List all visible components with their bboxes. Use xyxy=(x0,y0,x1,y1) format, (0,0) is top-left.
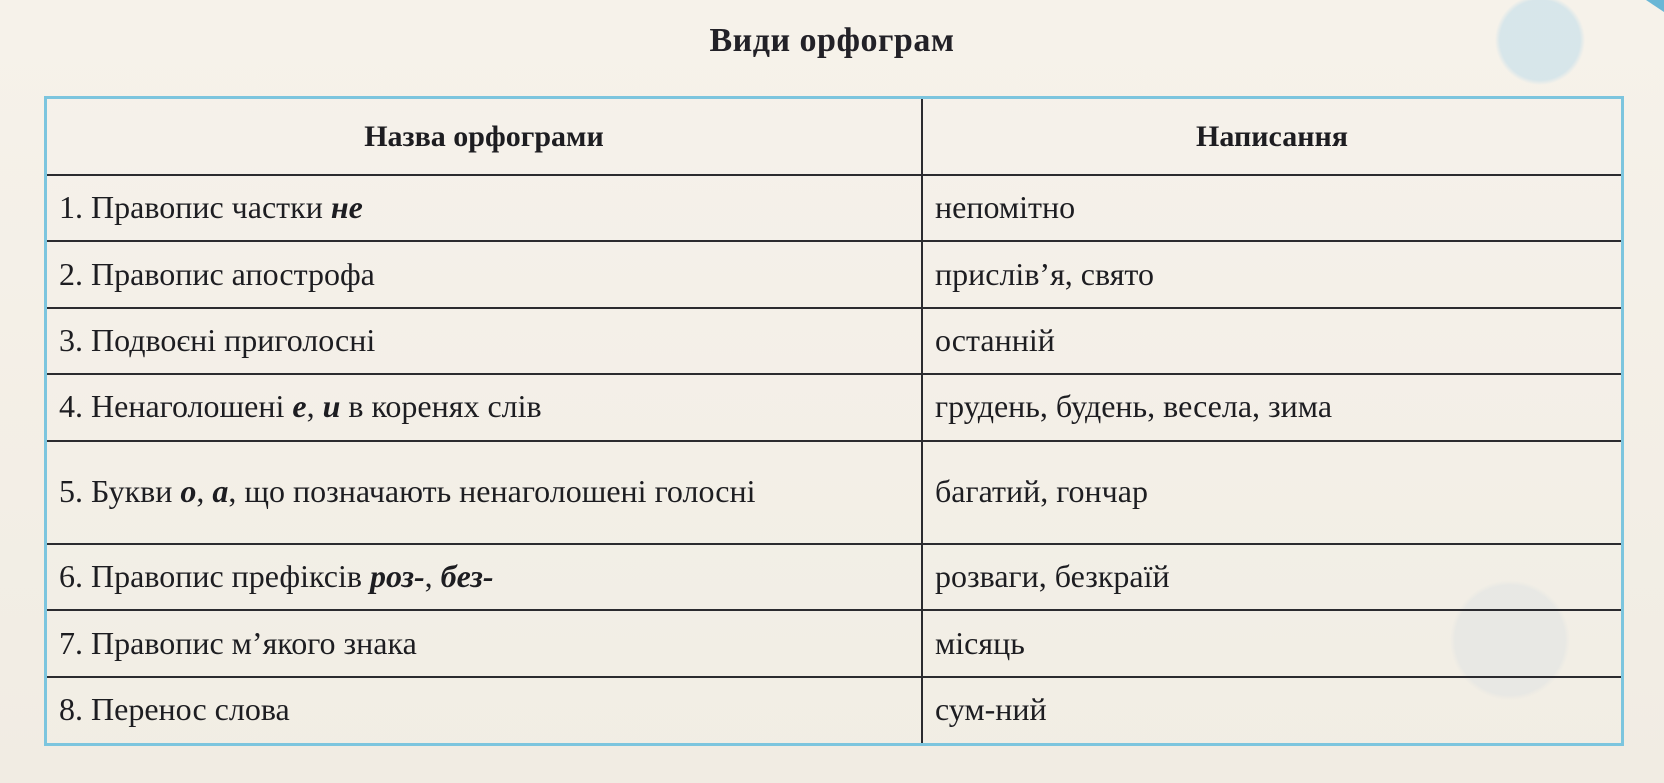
header-writing: Написання xyxy=(922,99,1621,175)
row-name-emphasis: и xyxy=(322,388,341,425)
table-header-row xyxy=(47,99,1621,175)
orthogram-table-frame xyxy=(44,96,1624,746)
row-name-text: 1. Правопис частки xyxy=(59,189,331,226)
row-writing-cell: розваги, безкраїй xyxy=(922,544,1621,610)
row-name-cell xyxy=(47,677,922,743)
row-name-emphasis: без- xyxy=(440,558,494,595)
row-name-cell xyxy=(47,441,922,544)
row-writing-cell: грудень, будень, весела, зима xyxy=(922,374,1621,440)
row-writing-cell: непомітно xyxy=(922,175,1621,241)
row-name-cell xyxy=(47,374,922,440)
row-name-cell xyxy=(47,175,922,241)
row-name-text: , xyxy=(196,473,213,510)
row-name-text: 3. Подвоєні приголосні xyxy=(59,322,376,359)
row-name-text: 7. Правопис м’якого знака xyxy=(59,624,417,661)
table-row xyxy=(47,175,1621,241)
row-name-cell xyxy=(47,241,922,307)
table-row xyxy=(47,374,1621,440)
row-writing-cell: місяць xyxy=(922,610,1621,676)
orthogram-table xyxy=(47,99,1621,743)
row-writing-cell: багатий, гончар xyxy=(922,441,1621,544)
row-name-text: в коренях слів xyxy=(340,388,542,425)
row-name-text: 8. Перенос слова xyxy=(59,691,290,728)
row-name-emphasis: о xyxy=(180,473,197,510)
row-name-cell xyxy=(47,544,922,610)
row-writing-cell: прислів’я, свято xyxy=(922,241,1621,307)
row-name-emphasis: е xyxy=(292,388,307,425)
row-name-emphasis: роз- xyxy=(369,558,425,595)
row-name-text: 5. Букви xyxy=(59,473,181,510)
row-name-text: , xyxy=(306,388,323,425)
row-name-text: 4. Ненаголошені xyxy=(59,388,293,425)
table-row xyxy=(47,441,1621,544)
row-name-text: , xyxy=(424,558,441,595)
header-name: Назва орфограми xyxy=(47,99,922,175)
table-row xyxy=(47,677,1621,743)
table-row xyxy=(47,544,1621,610)
table-row xyxy=(47,610,1621,676)
row-name-text: , що позначають ненаголошені голосні xyxy=(228,473,756,510)
table-row xyxy=(47,308,1621,374)
row-name-emphasis: не xyxy=(330,189,363,226)
corner-decoration-icon xyxy=(1646,0,1664,12)
row-name-cell xyxy=(47,308,922,374)
row-name-cell xyxy=(47,610,922,676)
table-row xyxy=(47,241,1621,307)
row-name-text: 2. Правопис апострофа xyxy=(59,255,375,292)
row-writing-cell: сум-ний xyxy=(922,677,1621,743)
row-name-emphasis: а xyxy=(212,473,229,510)
row-writing-cell: останній xyxy=(922,308,1621,374)
page-title: Види орфограм xyxy=(709,22,955,59)
row-name-text: 6. Правопис префіксів xyxy=(59,558,370,595)
